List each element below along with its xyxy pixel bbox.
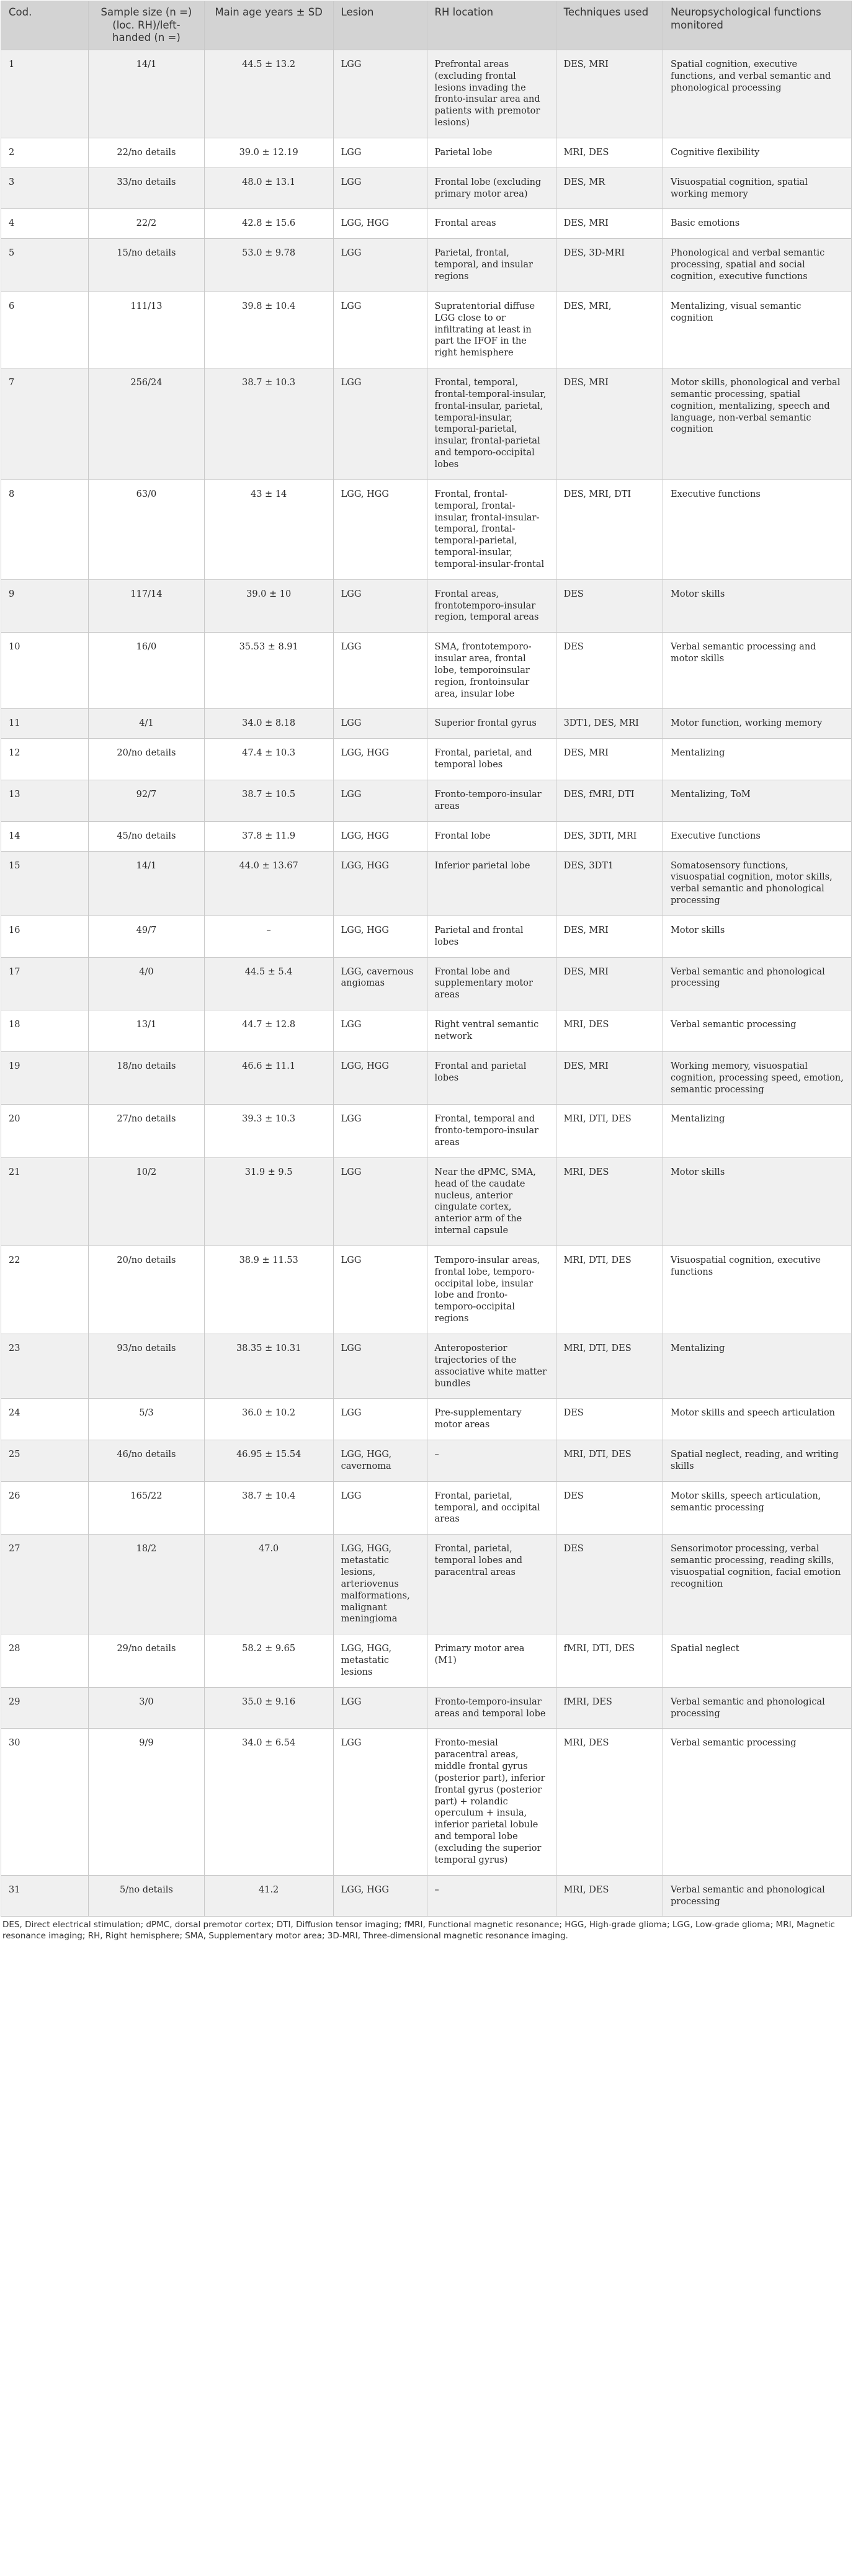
header-age: Main age years ± SD bbox=[204, 1, 333, 50]
cell-techniques: MRI, DTI, DES bbox=[556, 1105, 663, 1158]
cell-cod: 22 bbox=[1, 1246, 89, 1334]
cell-techniques: DES bbox=[556, 1399, 663, 1440]
cell-cod: 17 bbox=[1, 957, 89, 1010]
cell-cod: 14 bbox=[1, 821, 89, 851]
table-row bbox=[1, 1051, 852, 1105]
cell-age: 39.3 ± 10.3 bbox=[204, 1105, 333, 1158]
cell-cod: 29 bbox=[1, 1687, 89, 1729]
cell-location: Frontal, temporal and fronto-temporo-insular areas bbox=[427, 1105, 556, 1158]
cell-lesion: LGG bbox=[333, 167, 427, 209]
table-row bbox=[1, 292, 852, 368]
cell-sample-size: 18/2 bbox=[89, 1535, 204, 1634]
cell-location: Temporo-insular areas, frontal lobe, temporo-occipital lobe, insular lobe and fronto-temporo-occipital regions bbox=[427, 1246, 556, 1334]
cell-age: 46.95 ± 15.54 bbox=[204, 1440, 333, 1482]
cell-sample-size: 4/0 bbox=[89, 957, 204, 1010]
table-body bbox=[1, 50, 852, 1917]
cell-cod: 2 bbox=[1, 138, 89, 167]
cell-cod: 18 bbox=[1, 1010, 89, 1052]
cell-techniques: DES, MRI bbox=[556, 916, 663, 957]
cell-sample-size: 3/0 bbox=[89, 1687, 204, 1729]
cell-sample-size: 5/3 bbox=[89, 1399, 204, 1440]
cell-techniques: MRI, DTI, DES bbox=[556, 1246, 663, 1334]
table-row bbox=[1, 479, 852, 579]
table-row bbox=[1, 1399, 852, 1440]
cell-lesion: LGG bbox=[333, 709, 427, 739]
cell-age: 43 ± 14 bbox=[204, 479, 333, 579]
cell-age: 47.0 bbox=[204, 1535, 333, 1634]
cell-sample-size: 117/14 bbox=[89, 579, 204, 633]
cell-techniques: DES, 3DT1 bbox=[556, 851, 663, 916]
cell-sample-size: 15/no details bbox=[89, 239, 204, 292]
table-row bbox=[1, 957, 852, 1010]
cell-cod: 20 bbox=[1, 1105, 89, 1158]
cell-functions: Mentalizing, ToM bbox=[663, 780, 852, 822]
table-row bbox=[1, 1481, 852, 1535]
cell-functions: Executive functions bbox=[663, 479, 852, 579]
cell-location: Inferior parietal lobe bbox=[427, 851, 556, 916]
table-row bbox=[1, 1157, 852, 1246]
cell-functions: Verbal semantic processing and motor skills bbox=[663, 633, 852, 709]
cell-sample-size: 10/2 bbox=[89, 1157, 204, 1246]
cell-location: Frontal, parietal, temporal, and occipital areas bbox=[427, 1481, 556, 1535]
cell-cod: 5 bbox=[1, 239, 89, 292]
cell-age: 42.8 ± 15.6 bbox=[204, 209, 333, 239]
cell-lesion: LGG, HGG bbox=[333, 739, 427, 780]
table-row bbox=[1, 167, 852, 209]
cell-age: 35.0 ± 9.16 bbox=[204, 1687, 333, 1729]
table-row bbox=[1, 1634, 852, 1688]
cell-lesion: LGG, cavernous angiomas bbox=[333, 957, 427, 1010]
cell-sample-size: 63/0 bbox=[89, 479, 204, 579]
table-row bbox=[1, 1687, 852, 1729]
cell-cod: 23 bbox=[1, 1334, 89, 1399]
cell-lesion: LGG bbox=[333, 50, 427, 138]
cell-age: 38.35 ± 10.31 bbox=[204, 1334, 333, 1399]
cell-techniques: DES bbox=[556, 1481, 663, 1535]
cell-cod: 27 bbox=[1, 1535, 89, 1634]
cell-functions: Verbal semantic and phonological processing bbox=[663, 957, 852, 1010]
cell-location: Frontal lobe and supplementary motor areas bbox=[427, 957, 556, 1010]
cell-techniques: fMRI, DES bbox=[556, 1687, 663, 1729]
cell-functions: Visuospatial cognition, spatial working memory bbox=[663, 167, 852, 209]
cell-techniques: DES bbox=[556, 633, 663, 709]
cell-functions: Motor skills, phonological and verbal semantic processing, spatial cognition, mentalizing, speech and language, non-verbal semantic cognition bbox=[663, 368, 852, 480]
cell-functions: Basic emotions bbox=[663, 209, 852, 239]
cell-techniques: DES, 3DTI, MRI bbox=[556, 821, 663, 851]
cell-techniques: DES, MRI, bbox=[556, 292, 663, 368]
cell-lesion: LGG, HGG bbox=[333, 821, 427, 851]
cell-lesion: LGG bbox=[333, 239, 427, 292]
cell-functions: Verbal semantic processing bbox=[663, 1010, 852, 1052]
cell-functions: Mentalizing bbox=[663, 739, 852, 780]
cell-functions: Cognitive flexibility bbox=[663, 138, 852, 167]
cell-lesion: LGG bbox=[333, 292, 427, 368]
table-row bbox=[1, 633, 852, 709]
cell-techniques: MRI, DES bbox=[556, 1729, 663, 1875]
cell-sample-size: 49/7 bbox=[89, 916, 204, 957]
table-row bbox=[1, 579, 852, 633]
cell-age: 44.5 ± 5.4 bbox=[204, 957, 333, 1010]
cell-sample-size: 165/22 bbox=[89, 1481, 204, 1535]
cell-age: 46.6 ± 11.1 bbox=[204, 1051, 333, 1105]
studies-table bbox=[1, 1, 852, 1917]
cell-location: Near the dPMC, SMA, head of the caudate nucleus, anterior cingulate cortex, anterior arm of the internal capsule bbox=[427, 1157, 556, 1246]
cell-techniques: MRI, DES bbox=[556, 1875, 663, 1917]
cell-techniques: fMRI, DTI, DES bbox=[556, 1634, 663, 1688]
cell-cod: 30 bbox=[1, 1729, 89, 1875]
cell-functions: Spatial neglect bbox=[663, 1634, 852, 1688]
cell-age: 39.8 ± 10.4 bbox=[204, 292, 333, 368]
cell-functions: Motor skills, speech articulation, semantic processing bbox=[663, 1481, 852, 1535]
cell-techniques: MRI, DES bbox=[556, 1157, 663, 1246]
table-row bbox=[1, 1440, 852, 1482]
cell-sample-size: 14/1 bbox=[89, 50, 204, 138]
cell-techniques: DES bbox=[556, 1535, 663, 1634]
cell-lesion: LGG bbox=[333, 579, 427, 633]
table-row bbox=[1, 1246, 852, 1334]
table-row bbox=[1, 739, 852, 780]
table-row bbox=[1, 1535, 852, 1634]
cell-sample-size: 4/1 bbox=[89, 709, 204, 739]
cell-lesion: LGG bbox=[333, 368, 427, 480]
cell-age: 48.0 ± 13.1 bbox=[204, 167, 333, 209]
cell-sample-size: 256/24 bbox=[89, 368, 204, 480]
table-row bbox=[1, 368, 852, 480]
cell-functions: Visuospatial cognition, executive functions bbox=[663, 1246, 852, 1334]
cell-sample-size: 92/7 bbox=[89, 780, 204, 822]
table-row bbox=[1, 239, 852, 292]
cell-age: 47.4 ± 10.3 bbox=[204, 739, 333, 780]
cell-location: Fronto-temporo-insular areas and temporal lobe bbox=[427, 1687, 556, 1729]
cell-functions: Spatial cognition, executive functions, and verbal semantic and phonological processing bbox=[663, 50, 852, 138]
cell-age: 39.0 ± 12.19 bbox=[204, 138, 333, 167]
cell-functions: Verbal semantic processing bbox=[663, 1729, 852, 1875]
cell-location: Fronto-mesial paracentral areas, middle frontal gyrus (posterior part), inferior frontal gyrus (posterior part) + rolandic operculum + insula, inferior parietal lobule and temporal lobe (excluding the superior temporal gyrus) bbox=[427, 1729, 556, 1875]
cell-techniques: DES, MRI bbox=[556, 739, 663, 780]
cell-age: 31.9 ± 9.5 bbox=[204, 1157, 333, 1246]
cell-techniques: DES, MRI bbox=[556, 209, 663, 239]
cell-cod: 26 bbox=[1, 1481, 89, 1535]
cell-lesion: LGG bbox=[333, 1399, 427, 1440]
cell-location: Superior frontal gyrus bbox=[427, 709, 556, 739]
cell-cod: 8 bbox=[1, 479, 89, 579]
cell-age: 35.53 ± 8.91 bbox=[204, 633, 333, 709]
cell-age: 38.9 ± 11.53 bbox=[204, 1246, 333, 1334]
cell-sample-size: 14/1 bbox=[89, 851, 204, 916]
cell-location: Frontal areas bbox=[427, 209, 556, 239]
cell-location: Right ventral semantic network bbox=[427, 1010, 556, 1052]
table-row bbox=[1, 1010, 852, 1052]
cell-age: 34.0 ± 6.54 bbox=[204, 1729, 333, 1875]
cell-lesion: LGG bbox=[333, 1729, 427, 1875]
cell-functions: Somatosensory functions, visuospatial cognition, motor skills, verbal semantic and phonological processing bbox=[663, 851, 852, 916]
cell-cod: 19 bbox=[1, 1051, 89, 1105]
header-techniques: Techniques used bbox=[556, 1, 663, 50]
cell-lesion: LGG, HGG bbox=[333, 209, 427, 239]
cell-cod: 7 bbox=[1, 368, 89, 480]
cell-sample-size: 29/no details bbox=[89, 1634, 204, 1688]
header-row bbox=[1, 1, 852, 50]
table-row bbox=[1, 138, 852, 167]
cell-age: 44.5 ± 13.2 bbox=[204, 50, 333, 138]
cell-sample-size: 111/13 bbox=[89, 292, 204, 368]
table-row bbox=[1, 709, 852, 739]
cell-cod: 25 bbox=[1, 1440, 89, 1482]
cell-lesion: LGG, HGG, cavernoma bbox=[333, 1440, 427, 1482]
cell-lesion: LGG, HGG bbox=[333, 1875, 427, 1917]
table-row bbox=[1, 1105, 852, 1158]
cell-cod: 10 bbox=[1, 633, 89, 709]
cell-techniques: DES, MR bbox=[556, 167, 663, 209]
cell-lesion: LGG, HGG bbox=[333, 1051, 427, 1105]
cell-sample-size: 46/no details bbox=[89, 1440, 204, 1482]
table-row bbox=[1, 851, 852, 916]
header-location: RH location bbox=[427, 1, 556, 50]
cell-age: 58.2 ± 9.65 bbox=[204, 1634, 333, 1688]
cell-functions: Phonological and verbal semantic processing, spatial and social cognition, executive functions bbox=[663, 239, 852, 292]
cell-lesion: LGG bbox=[333, 1481, 427, 1535]
header-cod: Cod. bbox=[1, 1, 89, 50]
cell-location: Frontal lobe (excluding primary motor area) bbox=[427, 167, 556, 209]
cell-lesion: LGG bbox=[333, 1687, 427, 1729]
cell-age: – bbox=[204, 916, 333, 957]
table-row bbox=[1, 1334, 852, 1399]
cell-age: 37.8 ± 11.9 bbox=[204, 821, 333, 851]
cell-age: 34.0 ± 8.18 bbox=[204, 709, 333, 739]
cell-location: Parietal and frontal lobes bbox=[427, 916, 556, 957]
cell-age: 44.0 ± 13.67 bbox=[204, 851, 333, 916]
cell-techniques: DES, fMRI, DTI bbox=[556, 780, 663, 822]
cell-techniques: DES, MRI bbox=[556, 368, 663, 480]
cell-functions: Motor skills bbox=[663, 1157, 852, 1246]
cell-techniques: DES bbox=[556, 579, 663, 633]
cell-location: Anteroposterior trajectories of the associative white matter bundles bbox=[427, 1334, 556, 1399]
cell-age: 38.7 ± 10.4 bbox=[204, 1481, 333, 1535]
cell-location: Frontal and parietal lobes bbox=[427, 1051, 556, 1105]
cell-techniques: MRI, DES bbox=[556, 1010, 663, 1052]
cell-lesion: LGG bbox=[333, 1157, 427, 1246]
cell-functions: Executive functions bbox=[663, 821, 852, 851]
cell-cod: 12 bbox=[1, 739, 89, 780]
cell-location: – bbox=[427, 1875, 556, 1917]
cell-sample-size: 20/no details bbox=[89, 1246, 204, 1334]
cell-techniques: DES, MRI bbox=[556, 50, 663, 138]
cell-cod: 6 bbox=[1, 292, 89, 368]
cell-cod: 1 bbox=[1, 50, 89, 138]
cell-location: Frontal, temporal, frontal-temporal-insular, frontal-insular, parietal, temporal-insular, temporal-parietal, insular, frontal-parietal and temporo-occipital lobes bbox=[427, 368, 556, 480]
cell-cod: 9 bbox=[1, 579, 89, 633]
cell-location: SMA, frontotemporo-insular area, frontal lobe, temporoinsular region, frontoinsular area, insular lobe bbox=[427, 633, 556, 709]
cell-age: 36.0 ± 10.2 bbox=[204, 1399, 333, 1440]
cell-location: Frontal, parietal, and temporal lobes bbox=[427, 739, 556, 780]
cell-sample-size: 5/no details bbox=[89, 1875, 204, 1917]
table-footnote: DES, Direct electrical stimulation; dPMC, dorsal premotor cortex; DTI, Diffusion tensor imaging; fMRI, Functional magnetic resonance; HGG, High-grade glioma; LGG, Low-grade glioma; MRI, Magnetic resonance imaging; RH, Right hemisphere; SMA, Supplementary motor area; 3D-MRI, Three-dimensional magnetic resonance imaging. bbox=[2, 1920, 835, 1941]
cell-sample-size: 93/no details bbox=[89, 1334, 204, 1399]
cell-functions: Mentalizing bbox=[663, 1334, 852, 1399]
cell-sample-size: 33/no details bbox=[89, 167, 204, 209]
cell-lesion: LGG bbox=[333, 138, 427, 167]
cell-cod: 21 bbox=[1, 1157, 89, 1246]
cell-sample-size: 9/9 bbox=[89, 1729, 204, 1875]
cell-age: 39.0 ± 10 bbox=[204, 579, 333, 633]
cell-lesion: LGG bbox=[333, 633, 427, 709]
cell-techniques: DES, MRI bbox=[556, 957, 663, 1010]
cell-functions: Spatial neglect, reading, and writing skills bbox=[663, 1440, 852, 1482]
cell-cod: 24 bbox=[1, 1399, 89, 1440]
cell-location: Supratentorial diffuse LGG close to or infiltrating at least in part the IFOF in the right hemisphere bbox=[427, 292, 556, 368]
cell-cod: 28 bbox=[1, 1634, 89, 1688]
cell-cod: 13 bbox=[1, 780, 89, 822]
cell-location: Primary motor area (M1) bbox=[427, 1634, 556, 1688]
cell-sample-size: 22/2 bbox=[89, 209, 204, 239]
cell-location: Frontal, parietal, temporal lobes and paracentral areas bbox=[427, 1535, 556, 1634]
cell-techniques: MRI, DTI, DES bbox=[556, 1334, 663, 1399]
cell-lesion: LGG, HGG, metastatic lesions bbox=[333, 1634, 427, 1688]
cell-age: 38.7 ± 10.3 bbox=[204, 368, 333, 480]
table-row bbox=[1, 209, 852, 239]
cell-techniques: DES, MRI bbox=[556, 1051, 663, 1105]
cell-sample-size: 22/no details bbox=[89, 138, 204, 167]
cell-cod: 31 bbox=[1, 1875, 89, 1917]
cell-sample-size: 27/no details bbox=[89, 1105, 204, 1158]
header-sample-size: Sample size (n =) (loc. RH)/left-handed (n =) bbox=[89, 1, 204, 50]
cell-sample-size: 13/1 bbox=[89, 1010, 204, 1052]
cell-functions: Mentalizing bbox=[663, 1105, 852, 1158]
table-row bbox=[1, 780, 852, 822]
cell-location: Prefrontal areas (excluding frontal lesions invading the fronto-insular area and patients with premotor lesions) bbox=[427, 50, 556, 138]
cell-functions: Motor skills bbox=[663, 579, 852, 633]
cell-lesion: LGG, HGG, metastatic lesions, arteriovenus malformations, malignant meningioma bbox=[333, 1535, 427, 1634]
cell-functions: Sensorimotor processing, verbal semantic processing, reading skills, visuospatial cognition, facial emotion recognition bbox=[663, 1535, 852, 1634]
cell-functions: Working memory, visuospatial cognition, processing speed, emotion, semantic processing bbox=[663, 1051, 852, 1105]
table-row bbox=[1, 1729, 852, 1875]
cell-sample-size: 18/no details bbox=[89, 1051, 204, 1105]
cell-functions: Verbal semantic and phonological processing bbox=[663, 1687, 852, 1729]
cell-techniques: MRI, DTI, DES bbox=[556, 1440, 663, 1482]
cell-functions: Motor function, working memory bbox=[663, 709, 852, 739]
header-lesion: Lesion bbox=[333, 1, 427, 50]
cell-cod: 11 bbox=[1, 709, 89, 739]
cell-lesion: LGG, HGG bbox=[333, 479, 427, 579]
table-row bbox=[1, 50, 852, 138]
cell-functions: Mentalizing, visual semantic cognition bbox=[663, 292, 852, 368]
cell-age: 41.2 bbox=[204, 1875, 333, 1917]
cell-lesion: LGG, HGG bbox=[333, 851, 427, 916]
table-row bbox=[1, 1875, 852, 1917]
cell-location: Fronto-temporo-insular areas bbox=[427, 780, 556, 822]
cell-lesion: LGG bbox=[333, 1334, 427, 1399]
cell-functions: Verbal semantic and phonological processing bbox=[663, 1875, 852, 1917]
cell-location: Frontal areas, frontotemporo-insular region, temporal areas bbox=[427, 579, 556, 633]
cell-lesion: LGG bbox=[333, 780, 427, 822]
header-functions: Neuropsychological functions monitored bbox=[663, 1, 852, 50]
cell-techniques: DES, 3D-MRI bbox=[556, 239, 663, 292]
cell-location: Frontal lobe bbox=[427, 821, 556, 851]
cell-techniques: 3DT1, DES, MRI bbox=[556, 709, 663, 739]
cell-cod: 16 bbox=[1, 916, 89, 957]
cell-sample-size: 20/no details bbox=[89, 739, 204, 780]
cell-lesion: LGG bbox=[333, 1246, 427, 1334]
cell-location: Pre-supplementary motor areas bbox=[427, 1399, 556, 1440]
cell-location: Frontal, frontal-temporal, frontal-insular, frontal-insular-temporal, frontal-temporal-parietal, temporal-insular, temporal-insular-frontal bbox=[427, 479, 556, 579]
table-row bbox=[1, 821, 852, 851]
cell-functions: Motor skills and speech articulation bbox=[663, 1399, 852, 1440]
cell-sample-size: 16/0 bbox=[89, 633, 204, 709]
cell-location: Parietal lobe bbox=[427, 138, 556, 167]
cell-lesion: LGG bbox=[333, 1105, 427, 1158]
cell-age: 53.0 ± 9.78 bbox=[204, 239, 333, 292]
cell-location: – bbox=[427, 1440, 556, 1482]
table-header bbox=[1, 1, 852, 50]
cell-cod: 15 bbox=[1, 851, 89, 916]
table-row bbox=[1, 916, 852, 957]
cell-cod: 3 bbox=[1, 167, 89, 209]
cell-sample-size: 45/no details bbox=[89, 821, 204, 851]
cell-functions: Motor skills bbox=[663, 916, 852, 957]
cell-techniques: DES, MRI, DTI bbox=[556, 479, 663, 579]
cell-lesion: LGG, HGG bbox=[333, 916, 427, 957]
cell-lesion: LGG bbox=[333, 1010, 427, 1052]
cell-age: 44.7 ± 12.8 bbox=[204, 1010, 333, 1052]
cell-location: Parietal, frontal, temporal, and insular regions bbox=[427, 239, 556, 292]
cell-techniques: MRI, DES bbox=[556, 138, 663, 167]
cell-age: 38.7 ± 10.5 bbox=[204, 780, 333, 822]
cell-cod: 4 bbox=[1, 209, 89, 239]
